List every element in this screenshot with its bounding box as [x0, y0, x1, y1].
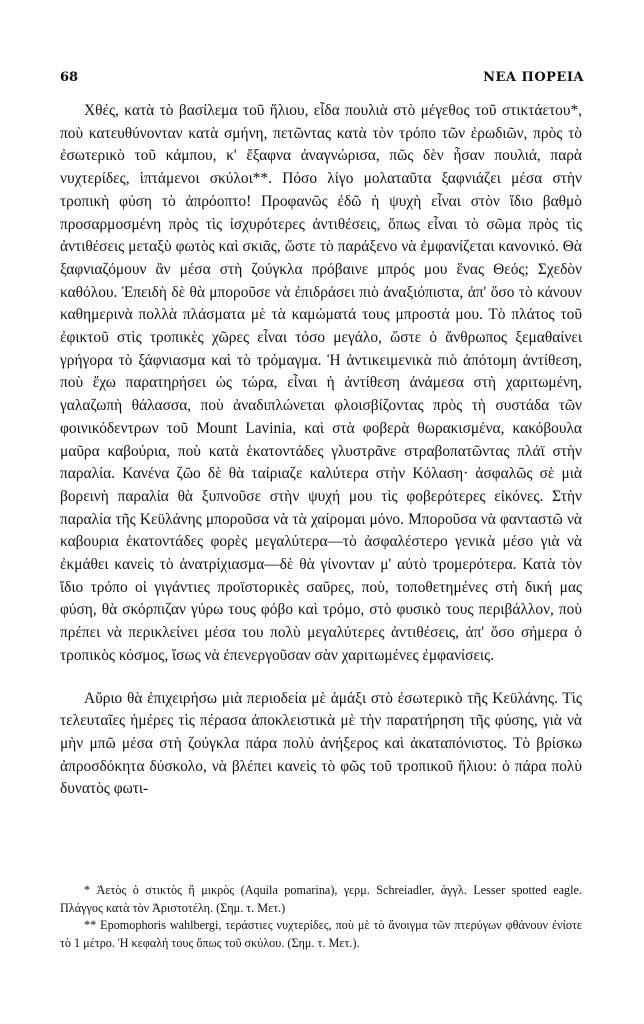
footnotes	[60, 882, 582, 952]
paragraph: Αὔριο θὰ ἐπιχειρήσω μιὰ περιοδεία μὲ ἁμάξι στὸ ἐσωτερικὸ τῆς Κεϋλάνης. Τὶς τελευταῖες ἡμέρες τὶς πέρασα ἀποκλειστικὰ μὲ τὴν παρατήρηση τῆς φύσης, γιὰ νὰ μὴν μπῶ μέσα στὴ ζούγκλα πάρα πολὺ ἀνήξερος καὶ ἀκαταπόνιστος. Τὸ βρίσκω ἀπροσδόκητα δύσκολο, νὰ βλέπει κανεὶς τὸ φῶς τοῦ τροπικοῦ ἥλιου: ὁ πάρα πολὺ δυνατὸς φωτι-	[60, 689, 582, 798]
footnote: * Ἀετὸς ὁ στικτὸς ἢ μικρὸς (Aquila pomarina), γερμ. Schreiadler, ἀγγλ. Lesser spotted eagle. Πλάγγος κατὰ τὸν Ἀριστοτέλη. (Σημ. τ. Μετ.)	[60, 883, 582, 915]
paragraph: Χθές, κατὰ τὸ βασίλεμα τοῦ ἥλιου, εἶδα πουλιὰ στὸ μέγεθος τοῦ στικτάετου*, ποὺ κατευθύνονταν κατὰ σμήνη, πετῶντας κατὰ τὸν τρόπο τῶν ἐρωδιῶν, πρὸς τὸ ἐσωτερικὸ τοῦ κάμπου, κ' ἔξαφνα ἀναγνώρισα, πῶς δὲν ἦσαν πουλιά, παρὰ νυχτερίδες, ἱπτάμενοι σκύλοι**. Πόσο λίγο μολαταῦτα ξαφνιάζει μέσα στὴν τροπικὴ φύση τὸ ἀπρόοπτο! Προφανῶς ἐδῶ ἡ ψυχὴ εἶναι στὸν ἴδιο βαθμὸ προσαρμοσμένη πρὸς τὶς ἰσχυρότερες ἀντιθέσεις, ὅπως εἶναι τὸ σῶμα πρὸς τὶς ἀντιθέσεις μεταξὺ φωτὸς καὶ σκιᾶς, ὥστε τὸ παράξενο νὰ ἐμφανίζεται κανονικό. Θὰ ξαφνιαζόμουν ἂν μέσα στὴ ζούγκλα πρόβαινε μπρός μου ἕνας Θεός; Σχεδὸν καθόλου. Ἐπειδὴ δὲ θὰ μποροῦσε νὰ ἐπιδράσει πιὸ ἀναξιόπιστα, ἀπ' ὅσο τὸ κάνουν καθημερινὰ πολλὰ πλάσματα μὲ τὰ καμώματά τους μπροστά μου. Τὸ πλάτος τοῦ ἐφικτοῦ στὶς τροπικὲς χῶρες εἶναι τόσο μεγάλο, ὥστε ὁ ἄνθρωπος ξεμαθαίνει γρήγορα τὸ ξάφνιασμα καὶ τὸ τρόμαγμα. Ἡ ἀντικειμενικὰ πιὸ ἀπότομη ἀντίθεση, ποὺ ἔχω παρατηρήσει ὡς τώρα, εἶναι ἡ ἀντίθεση ἀνάμεσα στὴ χαριτωμένη, γαλαζωπὴ θάλασσα, ποὺ ἀναδιπλώνεται φλοισβίζοντας πρὸς τὴ συστάδα τῶν φοινικόδεντρων τοῦ Mount Lavinia, καὶ στὰ φοβερὰ θωρακισμένα, κακόβουλα μαῦρα καβούρια, ποὺ κατὰ ἑκατοντάδες γλυστρᾶνε στραβοπατῶντας πλάϊ στὴν παραλία. Κανένα ζῶο δὲ θὰ ταίριαζε καλύτερα στὴν Κόλαση· ἀσφαλῶς σὲ μιὰ βορεινὴ παραλία θὰ ξυπνοῦσε στὴν ψυχή μου τὶς φοβερότερες εἰκόνες. Στὴν παραλία τῆς Κεϋλάνης μποροῦσα νὰ τὰ χαίρομαι μόνο. Μποροῦσα νὰ φανταστῶ νὰ καβουρια ἑκατοντάδες φορὲς μεγαλύτερα—τὸ ἀσφαλέστερο γενικὰ μέσο γιὰ νὰ ἐκμάθει κανεὶς τὸ ἀνατρίχιασμα—δὲ θὰ γίνονταν μ' αὐτὸ τρομερότερα. Κατὰ τὸν ἴδιο τρόπο οἱ γιγάντιες προϊστορικὲς σαῦρες, ποὺ, τοποθετημένες στὴ δική μας φύση, θὰ σκόρπιζαν γύρω τους φόβο καὶ τρόμο, στὸ φυσικὸ τους περιβάλλον, ποὺ πρέπει νὰ περικλείνει μέσα του πολὺ μεγαλύτερες ἀντιθέσεις, ἀπ' ὅσο σήμερα ὁ τροπικὸς κόσμος, ἴσως νὰ ἐπενεργοῦσαν σὰν χαριτωμένες ἐμφανίσεις.	[60, 102, 582, 664]
footnote: ** Epomophoris wahlbergi, τεράστιες νυχτερίδες, ποὺ μὲ τὸ ἄνοιγμα τῶν πτερύγων φθάνουν ἐνίοτε τὸ 1 μέτρο. Ἡ κεφαλή τους ὅπως τοῦ σκύλου. (Σημ. τ. Μετ.).	[60, 918, 582, 950]
page-number: 68	[60, 70, 79, 85]
running-title: ΝΕΑ ΠΟΡΕΙΑ	[483, 70, 584, 85]
body-text	[60, 100, 582, 801]
page-header	[60, 70, 584, 90]
